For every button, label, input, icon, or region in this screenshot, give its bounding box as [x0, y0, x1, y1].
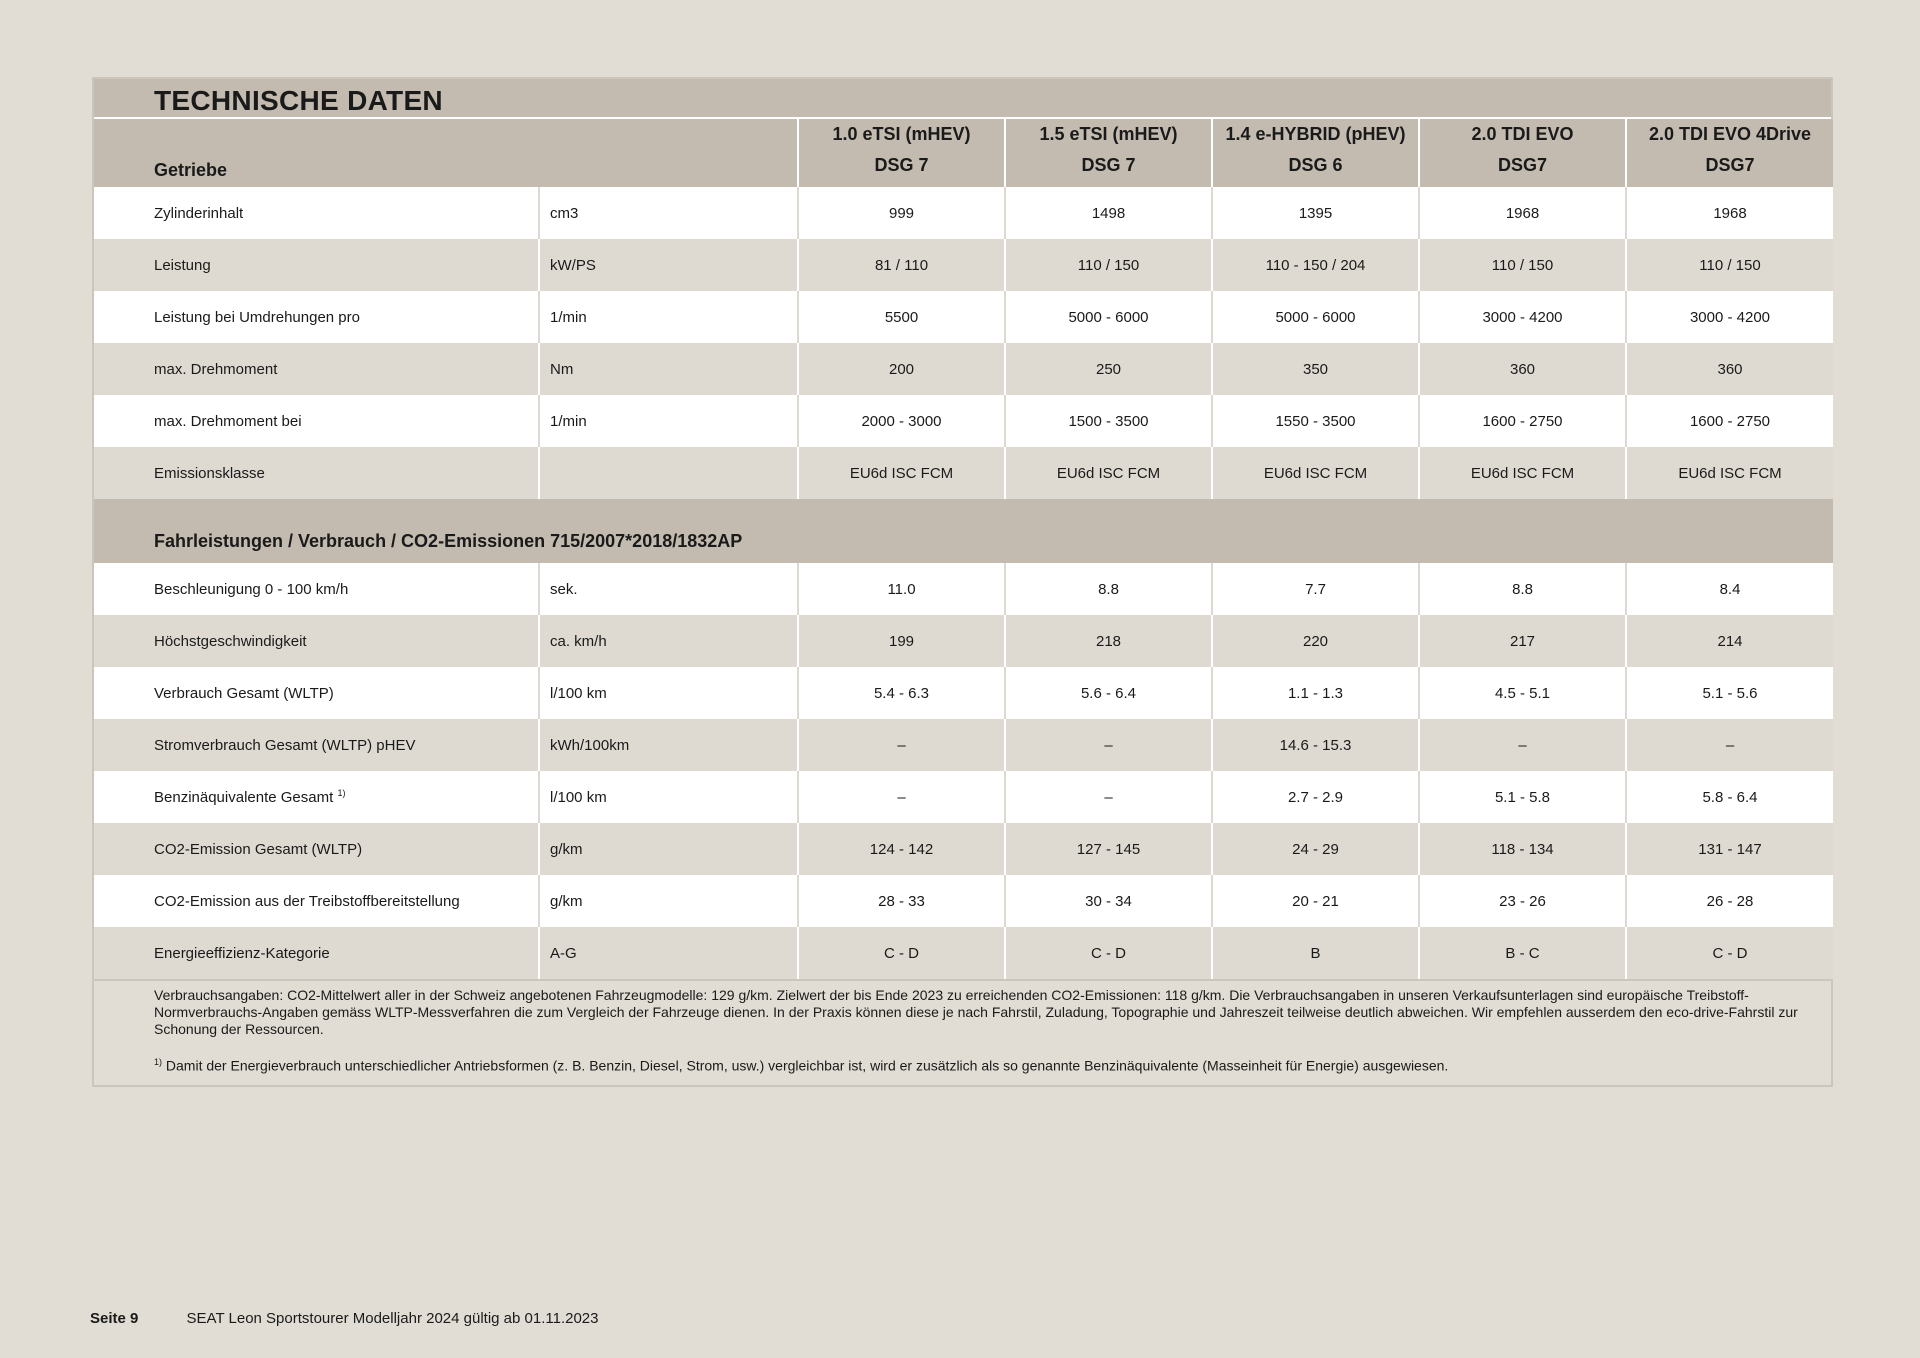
- row-label: Leistung bei Umdrehungen pro: [94, 291, 539, 343]
- row-value: 360: [1626, 343, 1833, 395]
- row-value: –: [798, 719, 1005, 771]
- row-value: 3000 - 4200: [1626, 291, 1833, 343]
- row-value: 5000 - 6000: [1212, 291, 1419, 343]
- table-row: [94, 291, 1833, 343]
- row-value: 250: [1005, 343, 1212, 395]
- section-divider: [94, 499, 1833, 563]
- row-value: 127 - 145: [1005, 823, 1212, 875]
- row-unit: cm3: [539, 187, 798, 239]
- table-row: [94, 719, 1833, 771]
- row-label: Höchstgeschwindigkeit: [94, 615, 539, 667]
- row-value: 218: [1005, 615, 1212, 667]
- engine-header: 2.0 TDI EVO 4Drive DSG7: [1626, 119, 1833, 187]
- title-bar: [94, 79, 1831, 119]
- row-value: 7.7: [1212, 563, 1419, 615]
- row-value: B: [1212, 927, 1419, 979]
- row-value: –: [1005, 719, 1212, 771]
- table-row: [94, 239, 1833, 291]
- row-value: 131 - 147: [1626, 823, 1833, 875]
- row-value: 110 - 150 / 204: [1212, 239, 1419, 291]
- row-label: max. Drehmoment: [94, 343, 539, 395]
- row-value: 1600 - 2750: [1626, 395, 1833, 447]
- row-value: 1500 - 3500: [1005, 395, 1212, 447]
- row-value: 124 - 142: [798, 823, 1005, 875]
- table-row: [94, 823, 1833, 875]
- row-value: –: [1005, 771, 1212, 823]
- row-value: 8.8: [1005, 563, 1212, 615]
- row-label: Leistung: [94, 239, 539, 291]
- table-row: [94, 343, 1833, 395]
- table-row: [94, 667, 1833, 719]
- row-label: max. Drehmoment bei: [94, 395, 539, 447]
- row-value: 5.4 - 6.3: [798, 667, 1005, 719]
- row-unit: kWh/100km: [539, 719, 798, 771]
- row-value: 214: [1626, 615, 1833, 667]
- row-value: 118 - 134: [1419, 823, 1626, 875]
- row-unit: A-G: [539, 927, 798, 979]
- row-value: 3000 - 4200: [1419, 291, 1626, 343]
- row-unit: l/100 km: [539, 771, 798, 823]
- spec-table: [94, 119, 1833, 979]
- table-row: [94, 563, 1833, 615]
- table-row: [94, 875, 1833, 927]
- row-value: 28 - 33: [798, 875, 1005, 927]
- row-value: 110 / 150: [1626, 239, 1833, 291]
- engine-header-row: [94, 119, 1833, 187]
- section-label-getriebe: Getriebe: [94, 119, 798, 187]
- row-unit: sek.: [539, 563, 798, 615]
- table-row: [94, 187, 1833, 239]
- page-footer: [90, 1310, 599, 1327]
- row-value: 14.6 - 15.3: [1212, 719, 1419, 771]
- row-value: 20 - 21: [1212, 875, 1419, 927]
- row-label: Zylinderinhalt: [94, 187, 539, 239]
- row-value: 999: [798, 187, 1005, 239]
- row-label: Emissionsklasse: [94, 447, 539, 499]
- row-value: C - D: [1626, 927, 1833, 979]
- row-value: 200: [798, 343, 1005, 395]
- row-value: 81 / 110: [798, 239, 1005, 291]
- row-value: 220: [1212, 615, 1419, 667]
- row-value: 1550 - 3500: [1212, 395, 1419, 447]
- row-unit: g/km: [539, 875, 798, 927]
- row-value: 23 - 26: [1419, 875, 1626, 927]
- table-row: [94, 447, 1833, 499]
- row-unit: 1/min: [539, 395, 798, 447]
- row-value: 5.1 - 5.6: [1626, 667, 1833, 719]
- row-value: 217: [1419, 615, 1626, 667]
- table-row: [94, 395, 1833, 447]
- footnote-mark: 1): [154, 1057, 163, 1067]
- row-value: 5500: [798, 291, 1005, 343]
- row-label: Benzinäquivalente Gesamt $^{1)}$: [94, 771, 539, 823]
- row-value: 5.1 - 5.8: [1419, 771, 1626, 823]
- engine-specs-body: [94, 187, 1833, 499]
- row-label: Stromverbrauch Gesamt (WLTP) pHEV: [94, 719, 539, 771]
- row-value: EU6d ISC FCM: [1626, 447, 1833, 499]
- section-header-row: [94, 519, 1833, 563]
- row-unit: Nm: [539, 343, 798, 395]
- table-row: [94, 615, 1833, 667]
- page-number: Seite 9: [90, 1310, 139, 1327]
- footnote-text: Damit der Energieverbrauch unterschiedlicher Antriebsformen (z. B. Benzin, Diesel, Strom, usw.) vergleichbar ist, wird er zusätzlich als so genannte Benzinäquivalente (Masseinheit für Energie) ausgewiesen.: [165, 1057, 1449, 1074]
- row-value: 26 - 28: [1626, 875, 1833, 927]
- engine-header: 2.0 TDI EVO DSG7: [1419, 119, 1626, 187]
- row-value: 350: [1212, 343, 1419, 395]
- row-label: Energieeffizienz-Kategorie: [94, 927, 539, 979]
- row-value: EU6d ISC FCM: [798, 447, 1005, 499]
- consumption-specs-body: [94, 563, 1833, 979]
- row-label: Verbrauch Gesamt (WLTP): [94, 667, 539, 719]
- row-value: 24 - 29: [1212, 823, 1419, 875]
- row-value: 1395: [1212, 187, 1419, 239]
- row-value: 4.5 - 5.1: [1419, 667, 1626, 719]
- row-value: 5.6 - 6.4: [1005, 667, 1212, 719]
- engine-header: 1.4 e-HYBRID (pHEV) DSG 6: [1212, 119, 1419, 187]
- row-value: 8.4: [1626, 563, 1833, 615]
- row-value: 5.8 - 6.4: [1626, 771, 1833, 823]
- row-value: C - D: [1005, 927, 1212, 979]
- page-title: TECHNISCHE DATEN: [154, 85, 443, 116]
- row-value: 110 / 150: [1419, 239, 1626, 291]
- row-unit: ca. km/h: [539, 615, 798, 667]
- row-value: 360: [1419, 343, 1626, 395]
- row-value: 1968: [1626, 187, 1833, 239]
- row-value: EU6d ISC FCM: [1419, 447, 1626, 499]
- row-value: 5000 - 6000: [1005, 291, 1212, 343]
- row-label: Beschleunigung 0 - 100 km/h: [94, 563, 539, 615]
- footer-text: SEAT Leon Sportstourer Modelljahr 2024 gültig ab 01.11.2023: [186, 1310, 599, 1327]
- row-value: 2000 - 3000: [798, 395, 1005, 447]
- section-label-fahrleistungen: Fahrleistungen / Verbrauch / CO2-Emissionen 715/2007*2018/1832AP: [94, 519, 1833, 563]
- row-value: EU6d ISC FCM: [1212, 447, 1419, 499]
- row-unit: kW/PS: [539, 239, 798, 291]
- row-value: EU6d ISC FCM: [1005, 447, 1212, 499]
- engine-header: 1.5 eTSI (mHEV) DSG 7: [1005, 119, 1212, 187]
- row-value: –: [1419, 719, 1626, 771]
- row-label: CO2-Emission aus der Treibstoffbereitstellung: [94, 875, 539, 927]
- engine-header: 1.0 eTSI (mHEV) DSG 7: [798, 119, 1005, 187]
- row-value: 8.8: [1419, 563, 1626, 615]
- row-unit: g/km: [539, 823, 798, 875]
- table-row: [94, 927, 1833, 979]
- row-unit: l/100 km: [539, 667, 798, 719]
- row-value: 1.1 - 1.3: [1212, 667, 1419, 719]
- row-value: 1968: [1419, 187, 1626, 239]
- row-value: 2.7 - 2.9: [1212, 771, 1419, 823]
- row-unit: 1/min: [539, 291, 798, 343]
- row-value: 110 / 150: [1005, 239, 1212, 291]
- row-unit: [539, 447, 798, 499]
- row-value: –: [798, 771, 1005, 823]
- footnote-1: [154, 1054, 1811, 1075]
- row-value: 30 - 34: [1005, 875, 1212, 927]
- row-value: 199: [798, 615, 1005, 667]
- row-value: 1600 - 2750: [1419, 395, 1626, 447]
- row-value: 11.0: [798, 563, 1005, 615]
- row-value: B - C: [1419, 927, 1626, 979]
- technical-data-sheet: [92, 77, 1833, 1087]
- row-value: 1498: [1005, 187, 1212, 239]
- consumption-note: Verbrauchsangaben: CO2-Mittelwert aller in der Schweiz angebotenen Fahrzeugmodelle: 129 g/km. Zielwert der bis Ende 2023 zu erreichenden CO2-Emissionen: 118 g/km. Die Verbrauchsangaben in unseren Verkaufsunterlagen sind europäische Treibstoff-Normverbrauchs-Angaben gemäss WLTP-Messverfahren die zum Vergleich der Fahrzeuge dienen. In der Praxis können diese je nach Fahrstil, Zuladung, Topographie und Jahreszeit teilweise deutlich abweichen. Wir empfehlen ausserdem den eco-drive-Fahrstil zur Schonung der Ressourcen.: [154, 987, 1798, 1037]
- table-row: [94, 771, 1833, 823]
- row-label: CO2-Emission Gesamt (WLTP): [94, 823, 539, 875]
- footnote-ref: 1): [337, 788, 346, 798]
- row-value: –: [1626, 719, 1833, 771]
- row-value: C - D: [798, 927, 1005, 979]
- footnotes: [94, 979, 1831, 1085]
